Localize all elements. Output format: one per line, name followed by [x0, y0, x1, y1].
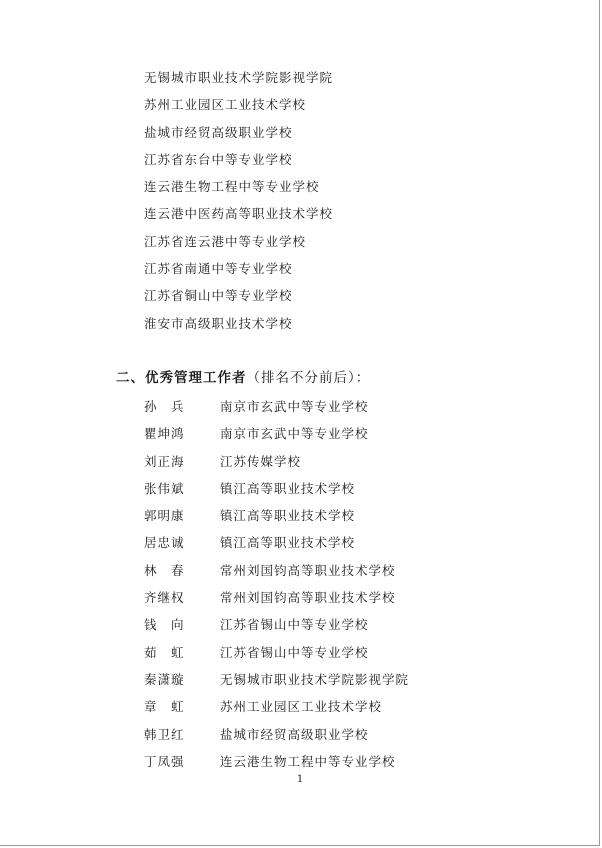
staff-org: 常州刘国钧高等职业技术学校 [220, 562, 396, 578]
table-row [144, 475, 444, 502]
table-row [144, 666, 444, 693]
staff-name: 张伟斌 [144, 480, 185, 496]
staff-list [144, 393, 444, 775]
list-item: 江苏省南通中等专业学校 [144, 261, 293, 277]
staff-org: 江苏传媒学校 [220, 453, 302, 469]
page-number: 1 [296, 774, 304, 785]
list-item: 无锡城市职业技术学院影视学院 [144, 70, 334, 85]
staff-org: 苏州工业园区工业技术学校 [220, 699, 383, 715]
staff-name: 居忠诚 [144, 535, 185, 551]
staff-name: 丁凤强 [144, 753, 185, 769]
staff-name: 章 虹 [144, 699, 185, 715]
school-list [144, 64, 333, 337]
staff-org: 南京市玄武中等专业学校 [220, 399, 369, 414]
table-row [144, 693, 444, 720]
table-row [144, 393, 444, 420]
table-row [144, 639, 444, 666]
list-item: 淮安市高级职业技术学校 [144, 315, 293, 331]
staff-name: 瞿坤鸿 [144, 426, 185, 442]
list-item: 连云港中医药高等职业技术学校 [144, 206, 334, 222]
list-item: 江苏省东台中等专业学校 [144, 151, 293, 167]
staff-name: 林 春 [144, 562, 185, 578]
staff-org: 江苏省锡山中等专业学校 [220, 617, 369, 633]
staff-name: 秦潇璇 [144, 671, 185, 687]
list-item: 江苏省铜山中等专业学校 [144, 288, 293, 304]
staff-name: 韩卫红 [144, 726, 185, 742]
list-item: 连云港生物工程中等专业学校 [144, 179, 320, 195]
staff-org: 江苏省锡山中等专业学校 [220, 644, 369, 660]
staff-org: 镇江高等职业技术学校 [220, 480, 356, 496]
staff-org: 镇江高等职业技术学校 [220, 508, 356, 524]
section-heading [116, 366, 370, 390]
staff-org: 盐城市经贸高级职业学校 [220, 726, 369, 742]
table-row [144, 721, 444, 748]
staff-org: 南京市玄武中等专业学校 [220, 426, 369, 442]
staff-org: 无锡城市职业技术学院影视学院 [220, 671, 410, 687]
staff-org: 镇江高等职业技术学校 [220, 535, 356, 551]
table-row [144, 584, 444, 611]
staff-name: 茹 虹 [144, 644, 185, 660]
table-row [144, 557, 444, 584]
staff-name: 郭明康 [144, 508, 185, 524]
table-row [144, 502, 444, 529]
staff-name: 孙 兵 [144, 399, 185, 414]
staff-name: 齐继权 [144, 590, 185, 606]
table-row [144, 420, 444, 447]
staff-name: 刘正海 [144, 453, 185, 469]
table-row [144, 448, 444, 475]
staff-org: 连云港生物工程中等专业学校 [220, 753, 396, 769]
table-row [144, 529, 444, 556]
section-title: 二、优秀管理工作者 [116, 370, 247, 386]
table-row [144, 611, 444, 638]
list-item: 江苏省连云港中等专业学校 [144, 233, 307, 249]
list-item: 苏州工业园区工业技术学校 [144, 97, 307, 113]
section-note: （排名不分前后）： [246, 370, 371, 386]
staff-name: 钱 向 [144, 617, 185, 633]
list-item: 盐城市经贸高级职业学校 [144, 124, 293, 140]
staff-org: 常州刘国钧高等职业技术学校 [220, 590, 396, 606]
